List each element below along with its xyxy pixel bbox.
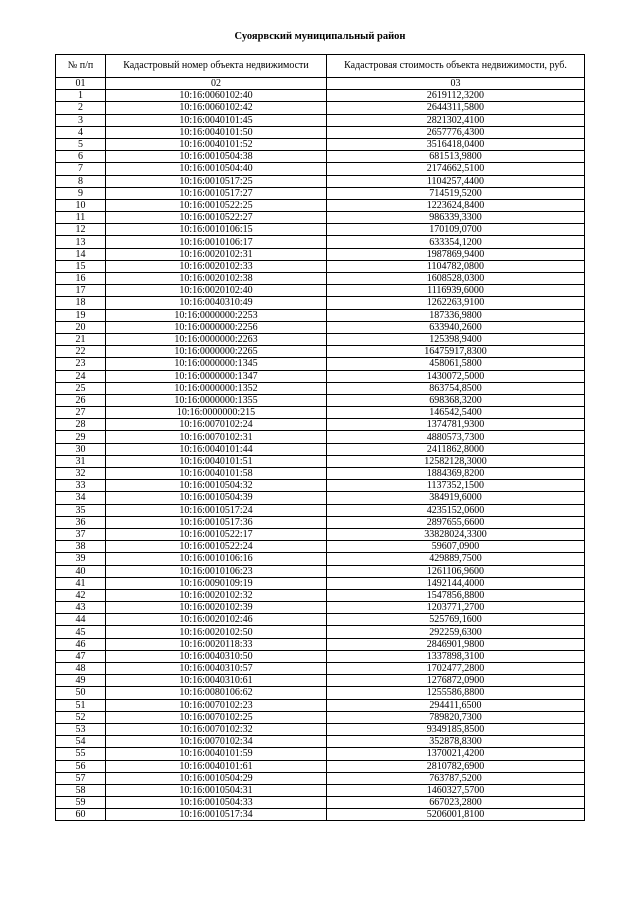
cadastral-number-cell: 10:16:0010517:24: [106, 504, 327, 516]
cadastral-number-cell: 10:16:0010504:29: [106, 772, 327, 784]
row-number-cell: 31: [56, 455, 106, 467]
row-number-cell: 23: [56, 358, 106, 370]
cadastral-number-cell: 10:16:0010504:32: [106, 480, 327, 492]
cadastral-number-cell: 10:16:0000000:2256: [106, 321, 327, 333]
table-row: [56, 175, 585, 187]
cadastral-number-cell: 10:16:0040101:58: [106, 468, 327, 480]
row-number-cell: 47: [56, 650, 106, 662]
cadastral-number-cell: 10:16:0010522:24: [106, 541, 327, 553]
table-row: [56, 784, 585, 796]
cadastral-number-cell: 10:16:0010504:38: [106, 151, 327, 163]
table-row: [56, 102, 585, 114]
cadastral-value-cell: 1262263,9100: [327, 297, 585, 309]
table-row: [56, 541, 585, 553]
row-number-cell: 35: [56, 504, 106, 516]
row-number-cell: 1: [56, 90, 106, 102]
table-row: [56, 333, 585, 345]
cadastral-value-cell: 1492144,4000: [327, 577, 585, 589]
row-number-cell: 9: [56, 187, 106, 199]
table-row: [56, 407, 585, 419]
cadastral-value-cell: 525769,1600: [327, 614, 585, 626]
cadastral-number-cell: 10:16:0070102:25: [106, 711, 327, 723]
cadastral-value-cell: 2619112,3200: [327, 90, 585, 102]
cadastral-value-cell: 698368,3200: [327, 394, 585, 406]
cadastral-value-cell: 125398,9400: [327, 333, 585, 345]
table-row: [56, 711, 585, 723]
cadastral-number-cell: 10:16:0010517:34: [106, 809, 327, 821]
row-number-cell: 33: [56, 480, 106, 492]
table-row: [56, 809, 585, 821]
cadastral-value-cell: 1884369,8200: [327, 468, 585, 480]
table-row: [56, 455, 585, 467]
cadastral-value-cell: 633354,1200: [327, 236, 585, 248]
cadastral-value-cell: 352878,8300: [327, 736, 585, 748]
cadastral-value-cell: 1137352,1500: [327, 480, 585, 492]
cadastral-value-cell: 1203771,2700: [327, 602, 585, 614]
row-number-cell: 43: [56, 602, 106, 614]
row-number-cell: 22: [56, 346, 106, 358]
cadastral-number-cell: 10:16:0020102:50: [106, 626, 327, 638]
row-number-cell: 18: [56, 297, 106, 309]
cadastral-number-cell: 10:16:0040101:51: [106, 455, 327, 467]
table-row: [56, 565, 585, 577]
row-number-cell: 46: [56, 638, 106, 650]
row-number-cell: 20: [56, 321, 106, 333]
row-number-cell: 27: [56, 407, 106, 419]
cadastral-value-cell: 2846901,9800: [327, 638, 585, 650]
page-title: Суоярвский муниципальный район: [234, 31, 406, 42]
row-number-cell: 29: [56, 431, 106, 443]
cadastral-value-cell: 2657776,4300: [327, 126, 585, 138]
cadastral-number-cell: 10:16:0020102:31: [106, 248, 327, 260]
cadastral-value-cell: 2644311,5800: [327, 102, 585, 114]
cadastral-value-cell: 16475917,8300: [327, 346, 585, 358]
table-row: [56, 285, 585, 297]
cadastral-number-cell: 10:16:0010504:31: [106, 784, 327, 796]
row-number-cell: 26: [56, 394, 106, 406]
table-row: [56, 126, 585, 138]
cadastral-value-cell: 2821302,4100: [327, 114, 585, 126]
table-row: [56, 260, 585, 272]
table-row: [56, 614, 585, 626]
cadastral-value-cell: 1276872,0900: [327, 675, 585, 687]
row-number-cell: 41: [56, 577, 106, 589]
cadastral-value-cell: 2810782,6900: [327, 760, 585, 772]
cadastral-number-cell: 10:16:0020118:33: [106, 638, 327, 650]
row-number-cell: 28: [56, 419, 106, 431]
row-number-cell: 60: [56, 809, 106, 821]
table-row: [56, 602, 585, 614]
cadastral-value-cell: 1608528,0300: [327, 273, 585, 285]
row-number-cell: 52: [56, 711, 106, 723]
row-number-cell: 56: [56, 760, 106, 772]
cadastral-number-cell: 10:16:0020102:32: [106, 589, 327, 601]
table-row: [56, 699, 585, 711]
cadastral-value-cell: 9349185,8500: [327, 723, 585, 735]
cadastral-value-cell: 1374781,9300: [327, 419, 585, 431]
cadastral-value-cell: 1702477,2800: [327, 663, 585, 675]
cadastral-value-cell: 1370021,4200: [327, 748, 585, 760]
column-header-cadastral-value: Кадастровая стоимость объекта недвижимости, руб.: [327, 55, 585, 78]
cadastral-value-cell: 1547856,8800: [327, 589, 585, 601]
row-number-cell: 54: [56, 736, 106, 748]
cadastral-value-cell: 33828024,3300: [327, 528, 585, 540]
row-number-cell: 8: [56, 175, 106, 187]
row-number-cell: 3: [56, 114, 106, 126]
header-row: [56, 55, 585, 78]
table-row: [56, 321, 585, 333]
cadastral-number-cell: 10:16:0000000:1355: [106, 394, 327, 406]
table-row: [56, 736, 585, 748]
cadastral-value-cell: 170109,0700: [327, 224, 585, 236]
row-number-cell: 25: [56, 382, 106, 394]
table-row: [56, 772, 585, 784]
table-row: [56, 163, 585, 175]
table-row: [56, 151, 585, 163]
cadastral-value-cell: 714519,5200: [327, 187, 585, 199]
row-number-cell: 30: [56, 443, 106, 455]
cadastral-value-cell: 1261106,9600: [327, 565, 585, 577]
row-number-cell: 58: [56, 784, 106, 796]
table-row: [56, 138, 585, 150]
cadastral-value-cell: 633940,2600: [327, 321, 585, 333]
table-row: [56, 650, 585, 662]
cadastral-number-cell: 10:16:0010522:17: [106, 528, 327, 540]
row-number-cell: 6: [56, 151, 106, 163]
table-row: [56, 346, 585, 358]
table-row: [56, 748, 585, 760]
cadastral-number-cell: 10:16:0000000:2265: [106, 346, 327, 358]
table-row: [56, 236, 585, 248]
column-code: 01: [56, 78, 106, 90]
cadastral-value-cell: 2411862,8000: [327, 443, 585, 455]
table-row: [56, 187, 585, 199]
cadastral-value-cell: 681513,9800: [327, 151, 585, 163]
cadastral-value-cell: 1116939,6000: [327, 285, 585, 297]
cadastral-number-cell: 10:16:0000000:215: [106, 407, 327, 419]
table-row: [56, 297, 585, 309]
table-row: [56, 431, 585, 443]
cadastral-value-cell: 4880573,7300: [327, 431, 585, 443]
cadastral-value-cell: 1337898,3100: [327, 650, 585, 662]
cadastral-number-cell: 10:16:0000000:2263: [106, 333, 327, 345]
cadastral-value-cell: 1430072,5000: [327, 370, 585, 382]
table-row: [56, 577, 585, 589]
cadastral-value-cell: 2174662,5100: [327, 163, 585, 175]
row-number-cell: 11: [56, 212, 106, 224]
cadastral-number-cell: 10:16:0010522:25: [106, 199, 327, 211]
row-number-cell: 59: [56, 797, 106, 809]
cadastral-number-cell: 10:16:0010504:39: [106, 492, 327, 504]
row-number-cell: 19: [56, 309, 106, 321]
cadastral-number-cell: 10:16:0040101:45: [106, 114, 327, 126]
table-row: [56, 553, 585, 565]
cadastral-number-cell: 10:16:0010522:27: [106, 212, 327, 224]
table-row: [56, 675, 585, 687]
table-row: [56, 687, 585, 699]
row-number-cell: 2: [56, 102, 106, 114]
table-row: [56, 516, 585, 528]
cadastral-number-cell: 10:16:0040310:49: [106, 297, 327, 309]
cadastre-table: [55, 54, 585, 821]
cadastral-value-cell: 59607,0900: [327, 541, 585, 553]
cadastral-number-cell: 10:16:0020102:39: [106, 602, 327, 614]
cadastral-value-cell: 458061,5800: [327, 358, 585, 370]
table-row: [56, 370, 585, 382]
row-number-cell: 48: [56, 663, 106, 675]
cadastral-number-cell: 10:16:0010106:16: [106, 553, 327, 565]
cadastral-value-cell: 12582128,3000: [327, 455, 585, 467]
row-number-cell: 24: [56, 370, 106, 382]
table-row: [56, 114, 585, 126]
cadastral-value-cell: 187336,9800: [327, 309, 585, 321]
cadastral-number-cell: 10:16:0080106:62: [106, 687, 327, 699]
table-row: [56, 480, 585, 492]
cadastral-value-cell: 1460327,5700: [327, 784, 585, 796]
row-number-cell: 38: [56, 541, 106, 553]
cadastral-value-cell: 384919,6000: [327, 492, 585, 504]
row-number-cell: 55: [56, 748, 106, 760]
cadastral-number-cell: 10:16:0040101:59: [106, 748, 327, 760]
cadastral-number-cell: 10:16:0010517:25: [106, 175, 327, 187]
cadastral-number-cell: 10:16:0040310:61: [106, 675, 327, 687]
table-row: [56, 723, 585, 735]
row-number-cell: 42: [56, 589, 106, 601]
cadastral-number-cell: 10:16:0090109:19: [106, 577, 327, 589]
row-number-cell: 49: [56, 675, 106, 687]
row-number-cell: 4: [56, 126, 106, 138]
cadastral-number-cell: 10:16:0000000:1347: [106, 370, 327, 382]
row-number-cell: 37: [56, 528, 106, 540]
cadastral-number-cell: 10:16:0070102:31: [106, 431, 327, 443]
cadastral-value-cell: 1223624,8400: [327, 199, 585, 211]
table-header: [56, 55, 585, 78]
table-row: [56, 492, 585, 504]
table-row: [56, 358, 585, 370]
cadastral-value-cell: 3516418,0400: [327, 138, 585, 150]
cadastral-number-cell: 10:16:0040101:52: [106, 138, 327, 150]
cadastral-value-cell: 1104782,0800: [327, 260, 585, 272]
cadastral-number-cell: 10:16:0020102:38: [106, 273, 327, 285]
column-code-row: [56, 78, 585, 90]
cadastral-number-cell: 10:16:0040101:44: [106, 443, 327, 455]
row-number-cell: 50: [56, 687, 106, 699]
cadastral-number-cell: 10:16:0000000:1345: [106, 358, 327, 370]
table-row: [56, 626, 585, 638]
table-row: [56, 90, 585, 102]
row-number-cell: 53: [56, 723, 106, 735]
cadastral-value-cell: 863754,8500: [327, 382, 585, 394]
row-number-cell: 14: [56, 248, 106, 260]
cadastral-number-cell: 10:16:0010517:27: [106, 187, 327, 199]
row-number-cell: 51: [56, 699, 106, 711]
column-header-cadastral-number: Кадастровый номер объекта недвижимости: [106, 55, 327, 78]
cadastral-value-cell: 4235152,0600: [327, 504, 585, 516]
table-row: [56, 443, 585, 455]
table-row: [56, 528, 585, 540]
row-number-cell: 44: [56, 614, 106, 626]
cadastral-number-cell: 10:16:0010106:17: [106, 236, 327, 248]
table-row: [56, 638, 585, 650]
cadastral-number-cell: 10:16:0040101:61: [106, 760, 327, 772]
row-number-cell: 10: [56, 199, 106, 211]
cadastral-value-cell: 789820,7300: [327, 711, 585, 723]
cadastral-number-cell: 10:16:0010106:23: [106, 565, 327, 577]
cadastral-value-cell: 429889,7500: [327, 553, 585, 565]
row-number-cell: 45: [56, 626, 106, 638]
row-number-cell: 36: [56, 516, 106, 528]
row-number-cell: 15: [56, 260, 106, 272]
cadastral-value-cell: 763787,5200: [327, 772, 585, 784]
cadastral-number-cell: 10:16:0070102:24: [106, 419, 327, 431]
cadastral-value-cell: 1104257,4400: [327, 175, 585, 187]
table-row: [56, 309, 585, 321]
cadastral-number-cell: 10:16:0020102:33: [106, 260, 327, 272]
column-header-number: № п/п: [56, 55, 106, 78]
row-number-cell: 16: [56, 273, 106, 285]
cadastral-value-cell: 5206001,8100: [327, 809, 585, 821]
row-number-cell: 17: [56, 285, 106, 297]
row-number-cell: 40: [56, 565, 106, 577]
table-row: [56, 212, 585, 224]
row-number-cell: 12: [56, 224, 106, 236]
column-code: 03: [327, 78, 585, 90]
cadastral-number-cell: 10:16:0010504:40: [106, 163, 327, 175]
cadastral-number-cell: 10:16:0040310:57: [106, 663, 327, 675]
cadastral-number-cell: 10:16:0010517:36: [106, 516, 327, 528]
cadastral-value-cell: 1255586,8800: [327, 687, 585, 699]
row-number-cell: 39: [56, 553, 106, 565]
table-row: [56, 468, 585, 480]
table-body: [56, 78, 585, 821]
cadastral-number-cell: 10:16:0000000:2253: [106, 309, 327, 321]
cadastral-number-cell: 10:16:0010504:33: [106, 797, 327, 809]
cadastral-number-cell: 10:16:0070102:34: [106, 736, 327, 748]
table-row: [56, 382, 585, 394]
cadastral-value-cell: 986339,3300: [327, 212, 585, 224]
row-number-cell: 57: [56, 772, 106, 784]
cadastral-number-cell: 10:16:0020102:46: [106, 614, 327, 626]
table-row: [56, 199, 585, 211]
cadastral-number-cell: 10:16:0040101:50: [106, 126, 327, 138]
table-row: [56, 589, 585, 601]
row-number-cell: 21: [56, 333, 106, 345]
cadastral-value-cell: 294411,6500: [327, 699, 585, 711]
cadastral-number-cell: 10:16:0040310:50: [106, 650, 327, 662]
table-row: [56, 419, 585, 431]
row-number-cell: 13: [56, 236, 106, 248]
cadastral-number-cell: 10:16:0060102:42: [106, 102, 327, 114]
table-row: [56, 797, 585, 809]
table-row: [56, 663, 585, 675]
cadastral-number-cell: 10:16:0060102:40: [106, 90, 327, 102]
cadastral-value-cell: 146542,5400: [327, 407, 585, 419]
cadastral-value-cell: 667023,2800: [327, 797, 585, 809]
table-row: [56, 273, 585, 285]
cadastral-number-cell: 10:16:0020102:40: [106, 285, 327, 297]
row-number-cell: 5: [56, 138, 106, 150]
table-row: [56, 224, 585, 236]
column-code: 02: [106, 78, 327, 90]
table-row: [56, 760, 585, 772]
row-number-cell: 7: [56, 163, 106, 175]
table-row: [56, 394, 585, 406]
cadastral-number-cell: 10:16:0070102:23: [106, 699, 327, 711]
cadastral-value-cell: 292259,6300: [327, 626, 585, 638]
table-row: [56, 504, 585, 516]
cadastral-number-cell: 10:16:0070102:32: [106, 723, 327, 735]
row-number-cell: 32: [56, 468, 106, 480]
cadastral-number-cell: 10:16:0010106:15: [106, 224, 327, 236]
table-row: [56, 248, 585, 260]
row-number-cell: 34: [56, 492, 106, 504]
cadastral-value-cell: 2897655,6600: [327, 516, 585, 528]
cadastral-number-cell: 10:16:0000000:1352: [106, 382, 327, 394]
cadastral-value-cell: 1987869,9400: [327, 248, 585, 260]
